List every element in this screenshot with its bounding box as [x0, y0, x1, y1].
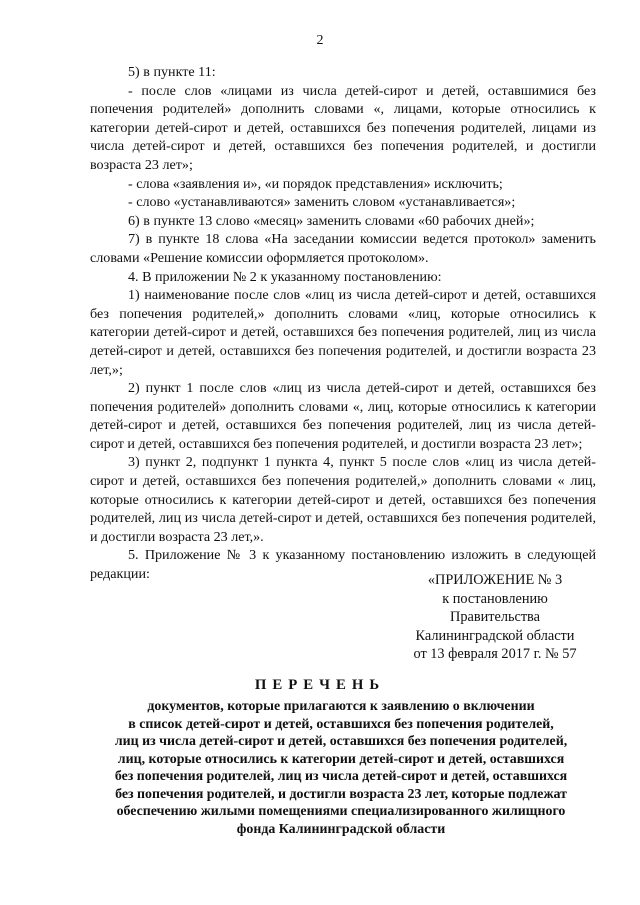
approval-line: Правительства — [450, 609, 540, 625]
subtitle-line: без попечения родителей, и достигли возраста 23 лет, которые подлежат — [115, 786, 567, 802]
subtitle-line: документов, которые прилагаются к заявлению о включении — [147, 699, 535, 714]
approval-line: «ПРИЛОЖЕНИЕ № 3 — [427, 572, 563, 588]
paragraph: 6) в пункте 13 слово «месяц» заменить словами «60 рабочих дней»; — [128, 212, 535, 229]
approval-line: Калининградской области — [415, 627, 575, 644]
paragraph: - слова «заявления и», «и порядок представления» исключить; — [128, 175, 503, 192]
subtitle-line: без попечения родителей, лиц из числа детей-сирот и детей, оставшихся — [114, 769, 568, 784]
paragraph: 1) наименование после слов «лиц из числа детей-сирот и детей, оставшихся без попечения родителей,» дополнить словами «лиц, которые относились к категории детей-сирот и детей, оставшихся без попечения родителей, лиц из числа детей-сирот и детей, оставшихся без попечения родителей, и достигли возраста 23 лет,»; — [90, 287, 596, 378]
paragraph: - слово «устанавливаются» заменить словом «устанавливается»; — [128, 194, 516, 211]
paragraph: - после слов «лицами из числа детей-сирот и детей, оставшимися без попечения родителей» дополнить словами «, лицами, которые относились к категории детей-сирот и детей, оставшихся без попечения родителей, лицами из числа детей-сирот и детей, оставшихся без попечения родителей, и достигли возраста 23 лет»; — [90, 82, 596, 173]
approval-block — [400, 571, 590, 664]
subtitle-line: лиц, которые относились к категории детей-сирот и детей, оставшихся — [117, 751, 565, 767]
subtitle-line: обеспечению жилыми помещениями специализированного жилищного — [116, 804, 566, 819]
page-number: 2 — [316, 33, 324, 48]
approval-line: от 13 февраля 2017 г. № 57 — [413, 646, 577, 662]
paragraph: 4. В приложении № 2 к указанному постановлению: — [128, 268, 442, 285]
paragraph: 7) в пункте 18 слова «На заседании комиссии ведется протокол» заменить словами «Решение комиссии оформляется протоколом». — [90, 231, 596, 266]
paragraph: 5) в пункте 11: — [128, 64, 216, 80]
approval-line: к постановлению — [442, 590, 548, 607]
list-title: ПЕРЕЧЕНЬ — [254, 677, 386, 693]
document-body — [90, 63, 596, 584]
paragraph: 3) пункт 2, подпункт 1 пункта 4, пункт 5 после слов «лиц из числа детей-сирот и детей, оставшихся без попечения родителей,» дополнить словами « лиц, которые относились к категории детей-сирот и детей, оставшихся без попечения родителей, лиц из числа детей-сирот и детей, оставшихся без попечения родителей, и достигли возраста 23 лет,». — [90, 454, 596, 545]
list-subtitle — [85, 698, 597, 838]
subtitle-line: фонда Калининградской области — [236, 821, 446, 837]
paragraph: 5. Приложение № 3 к указанному постановлению изложить в следующей редакции: — [90, 547, 596, 583]
subtitle-line: в список детей-сирот и детей, оставшихся без попечения родителей, — [128, 716, 554, 732]
paragraph: 2) пункт 1 после слов «лиц из числа детей-сирот и детей, оставшихся без попечения родителей» дополнить словами «, лиц, которые относились к категории детей-сирот и детей, оставшихся без попечения родителей, лиц из числа детей-сирот и детей, оставшихся без попечения родителей, и достигли возраста 23 лет»; — [90, 380, 596, 452]
subtitle-line: лиц из числа детей-сирот и детей, оставшихся без попечения родителей, — [114, 734, 568, 749]
